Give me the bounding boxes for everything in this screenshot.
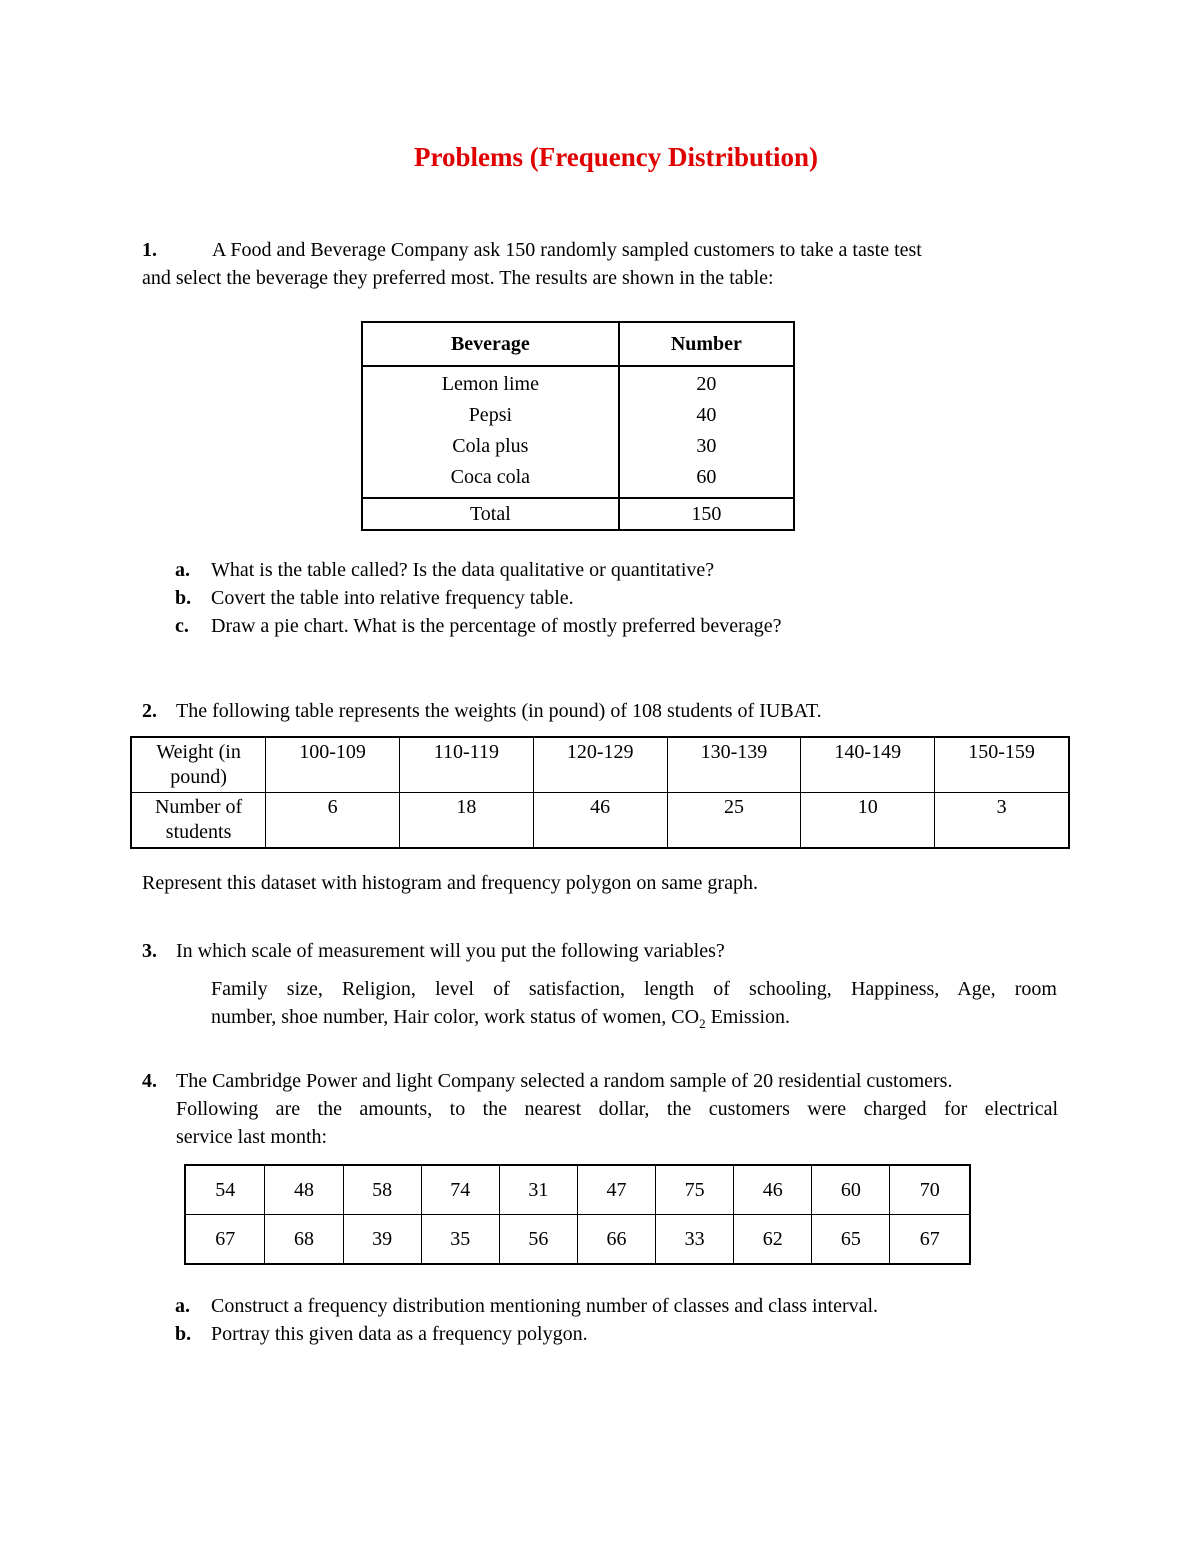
- q1-part-b: b. Covert the table into relative frequency table.: [175, 587, 574, 609]
- table-row: [131, 737, 1069, 793]
- amount-cell: 35: [421, 1215, 499, 1265]
- q1-number: 1.: [142, 239, 157, 261]
- q4-part-a: a. Construct a frequency distribution mentioning number of classes and class interval.: [175, 1295, 879, 1317]
- class-cell: 110-119: [399, 737, 533, 793]
- class-cell: 130-139: [667, 737, 801, 793]
- number-header: Number: [619, 322, 794, 366]
- class-cell: 150-159: [935, 737, 1069, 793]
- q1-part-a: a. What is the table called? Is the data qualitative or quantitative?: [175, 559, 715, 581]
- amount-cell: 65: [812, 1215, 890, 1265]
- amount-cell: 47: [577, 1165, 655, 1215]
- amount-cell: 66: [577, 1215, 655, 1265]
- table-row: [362, 366, 794, 400]
- beverage-cell: Lemon lime: [362, 366, 619, 400]
- amount-cell: 33: [656, 1215, 734, 1265]
- table-row: [185, 1165, 970, 1215]
- q3-vars-line2: number, shoe number, Hair color, work status of women, $CO_2$ Emission.: [211, 1006, 791, 1031]
- q3-number: 3.: [142, 940, 157, 962]
- table-row: [362, 462, 794, 498]
- count-cell: 6: [266, 793, 400, 849]
- count-cell: 18: [399, 793, 533, 849]
- q4-text: [142, 1067, 1058, 1151]
- table-row: [185, 1215, 970, 1265]
- q4-number: 4.: [142, 1070, 157, 1092]
- q2-number: 2.: [142, 700, 157, 722]
- class-cell: 120-129: [533, 737, 667, 793]
- q3-vars-line1: Family size, Religion, level of satisfaction, length of schooling, Happiness, Age, room: [211, 978, 1057, 1000]
- amount-cell: 60: [812, 1165, 890, 1215]
- count-cell: 25: [667, 793, 801, 849]
- amount-cell: 67: [890, 1215, 970, 1265]
- q1-part-c: c. Draw a pie chart. What is the percentage of mostly preferred beverage?: [175, 615, 782, 637]
- q1-line1: A Food and Beverage Company ask 150 randomly sampled customers to take a taste test: [212, 239, 922, 261]
- beverage-table: [361, 321, 795, 531]
- q3-line: In which scale of measurement will you put the following variables?: [176, 940, 725, 962]
- class-cell: 100-109: [266, 737, 400, 793]
- amount-cell: 39: [343, 1215, 421, 1265]
- total-value: 150: [619, 498, 794, 530]
- amount-cell: 74: [421, 1165, 499, 1215]
- amount-cell: 68: [265, 1215, 343, 1265]
- weight-table: [130, 736, 1070, 849]
- amount-cell: 75: [656, 1165, 734, 1215]
- beverage-cell: Coca cola: [362, 462, 619, 498]
- amount-cell: 48: [265, 1165, 343, 1215]
- q4-line2: Following are the amounts, to the nearest dollar, the customers were charged for electrical: [176, 1098, 1058, 1120]
- q2-followup: Represent this dataset with histogram and frequency polygon on same graph.: [142, 872, 758, 894]
- amounts-table: [184, 1164, 971, 1265]
- q1-line2: and select the beverage they preferred most. The results are shown in the table:: [142, 267, 774, 289]
- amount-cell: 56: [499, 1215, 577, 1265]
- class-cell: 140-149: [801, 737, 935, 793]
- beverage-header: Beverage: [362, 322, 619, 366]
- page-title: Problems (Frequency Distribution): [414, 142, 818, 172]
- q1-text: [142, 236, 1060, 292]
- number-cell: 40: [696, 404, 717, 426]
- number-cell: 20: [696, 373, 717, 395]
- q2-line: The following table represents the weights (in pound) of 108 students of IUBAT.: [176, 700, 822, 722]
- table-row: [362, 400, 794, 431]
- q4-parts: [175, 1292, 1075, 1348]
- q2-text: [142, 697, 1072, 725]
- amount-cell: 46: [734, 1165, 812, 1215]
- beverage-cell: Cola plus: [362, 431, 619, 462]
- total-label: Total: [362, 498, 619, 530]
- count-cell: 10: [801, 793, 935, 849]
- count-label: Number of students: [131, 793, 266, 849]
- count-cell: 3: [935, 793, 1069, 849]
- number-cell: 60: [696, 466, 717, 488]
- number-cell: 30: [696, 435, 717, 457]
- amount-cell: 67: [185, 1215, 265, 1265]
- q4-line3: service last month:: [176, 1126, 328, 1148]
- amount-cell: 31: [499, 1165, 577, 1215]
- q3-variables: [211, 975, 1057, 1038]
- amount-cell: 62: [734, 1215, 812, 1265]
- amount-cell: 70: [890, 1165, 970, 1215]
- amount-cell: 54: [185, 1165, 265, 1215]
- amount-cell: 58: [343, 1165, 421, 1215]
- q4-line1: The Cambridge Power and light Company selected a random sample of 20 residential customers.: [176, 1070, 953, 1092]
- table-row: [362, 431, 794, 462]
- beverage-cell: Pepsi: [362, 400, 619, 431]
- total-row: [362, 498, 794, 530]
- weight-label: Weight (in pound): [131, 737, 266, 793]
- table-row: [131, 793, 1069, 849]
- q1-parts: [175, 556, 1075, 640]
- q3-text: [142, 937, 1072, 965]
- count-cell: 46: [533, 793, 667, 849]
- q4-part-b: b. Portray this given data as a frequency polygon.: [175, 1323, 588, 1345]
